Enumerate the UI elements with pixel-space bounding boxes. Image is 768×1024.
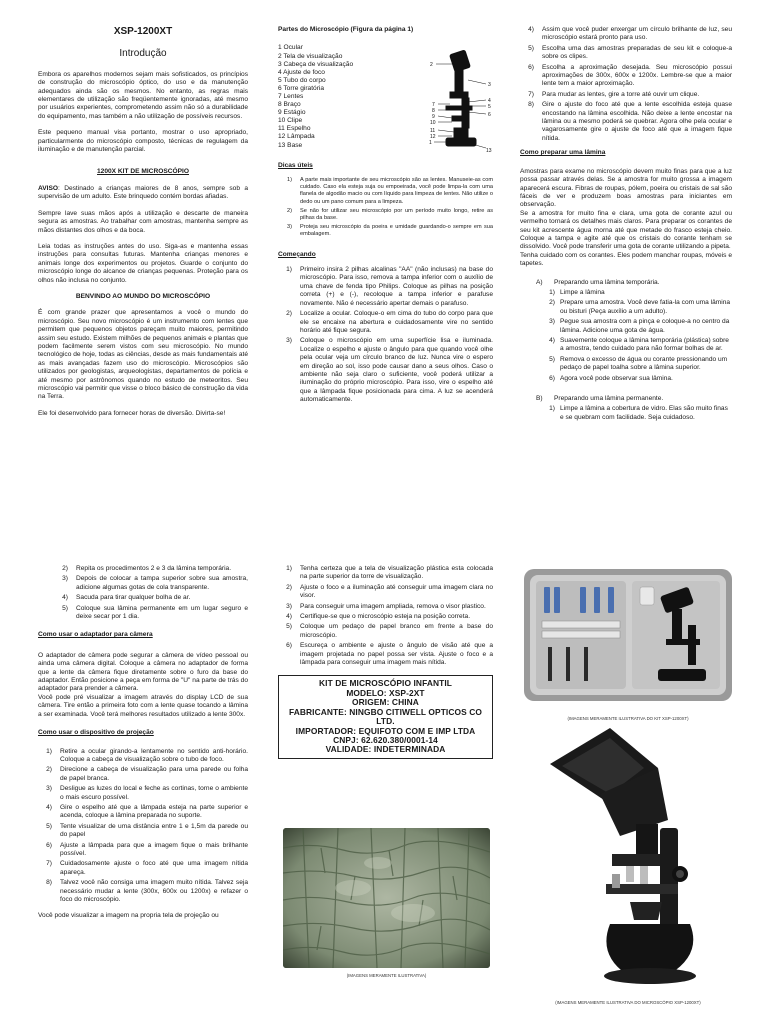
- viewer-steps-list: [278, 565, 493, 667]
- product-info-line: KIT DE MICROSCÓPIO INFANTIL: [319, 678, 452, 689]
- product-info-line: VALIDADE: INDETERMINADA: [325, 744, 446, 755]
- product-info-line: ORIGEM: CHINA: [352, 697, 419, 708]
- intro-paragraph-1: Embora os aparelhos modernos sejam mais sofisticados, os princípios de construção do microscópio óptico, do uso e da manutenção adequados ainda são os mesmos. No entanto, as regras mais elementares de utilização são freqüentemente ignoradas, até mesmo por usuários experientes, comprometendo assim não só a durabilidade do equipamento, mas também a não utilização de possíveis recursos.: [38, 70, 248, 120]
- start-heading: Começando: [278, 250, 316, 258]
- figure-label: 10: [430, 120, 436, 126]
- section-b-text: Preparando uma lâmina permanente.: [554, 395, 664, 403]
- permanent-steps-list: [38, 565, 248, 621]
- kit-case-photo: [522, 565, 734, 705]
- section-b: [520, 395, 732, 403]
- microscope-diagram: [428, 44, 498, 164]
- list-item: 3) Proteja seu microscópio da poeira e umidade guardando-o sempre em sua embalagem.: [287, 224, 493, 238]
- microscope-caption: (IMAGENS MERAMENTE ILUSTRATIVA DO MICROSCÓPIO XSP-1200XT): [555, 1000, 701, 1005]
- product-info-line: FABRICANTE: NINGBO CITIWELL OPTICOS CO LTD.: [288, 706, 482, 727]
- prep-paragraph-3: Tenha cuidado com os corantes. Eles podem manchar roupas, móveis e tapetes.: [520, 251, 732, 268]
- intro-paragraph-2: Este pequeno manual visa portanto, mostrar o uso apropriado, particularmente do microscópio composto, técnicas de regulagem da iluminação e de manutenção parcial.: [38, 129, 248, 154]
- figure-label: 9: [432, 114, 435, 120]
- microscope-photo: [540, 724, 730, 994]
- projection-heading: Como usar o dispositivo de projeção: [38, 729, 154, 737]
- figure-label: 6: [488, 112, 491, 118]
- part-item: 2 Tela de visualização: [278, 52, 343, 60]
- list-item: 8) Talvez você não consiga uma imagem muito nítida. Talvez seja necessário mudar a lente (300x, 600x ou 1200x) e refazer o foco do microscópio.: [46, 879, 248, 903]
- cell-texture-image: [283, 828, 490, 968]
- section-b-list: [520, 405, 732, 422]
- prep-paragraph-2: Se a amostra for muito fina e clara, uma gota de corante azul ou vermelho tornará os detalhes mais claros. Para preparar os corantes de seu kit acrescente água morna até que metade do frasco esteja cheio. Coloque a tampa e agite até que os cristais do corante tenham se dissolvido. Você pode transferir uma gota de corante utilizando a pipeta.: [520, 209, 732, 251]
- list-item: 5) Coloque sua lâmina permanente em um lugar seguro e deixe secar por 1 dia.: [62, 604, 248, 621]
- warning-paragraph: [38, 185, 248, 202]
- part-item: 12 Lâmpada: [278, 133, 315, 141]
- warning-label: AVISO: [38, 184, 59, 192]
- viewer-column: [278, 565, 493, 759]
- figure-label: 2: [430, 62, 433, 68]
- list-item: 4) Assim que você puder enxergar um círculo brilhante de luz, seu microscópio estará pronto para uso.: [528, 26, 732, 42]
- part-item: 5 Tubo do corpo: [278, 76, 326, 84]
- list-item: 6) Escureça o ambiente e ajuste o ângulo de visão até que a imagem projetada no papel possa ser vista. Ajuste o foco e a lâmpada para conseguir uma imagem mais nítida.: [286, 642, 493, 667]
- figure-label: 8: [432, 108, 435, 114]
- figure-label: 7: [432, 102, 435, 108]
- read-paragraph: Leia todas as instruções antes do uso. Siga-as e mantenha essas instruções para consultas futuras. Mantenha crianças menores e animais longe dos experimentos ou projetos. Guarde o conjunto do microscópio longe do alcance de crianças pequenas. Proteção para os olhos não inclusa no conjunto.: [38, 242, 248, 284]
- part-item: 10 Clipe: [278, 117, 303, 125]
- list-item: 4) Certifique-se que o microscópio esteja na posição correta.: [286, 613, 471, 621]
- kit-heading: 1200X KIT DE MICROSCÓPIO: [97, 168, 189, 176]
- section-a-list: [520, 289, 732, 383]
- wash-paragraph: Sempre lave suas mãos após a utilização e descarte de maneira segura as amostras. Ao trabalhar com amostras, mantenha sempre as mãos distantes dos olhos e da boca.: [38, 209, 248, 234]
- list-item: 2) Localize a ocular. Coloque-o em cima do tubo do corpo para que ele se encaixe na abertura e cuidadosamente vire no sentido horário até fique segura.: [286, 310, 493, 334]
- tips-heading: Dicas úteis: [278, 161, 313, 169]
- document-title: XSP-1200XT: [113, 26, 173, 37]
- list-item: 4) Suavemente coloque a lâmina temporária (plástica) sobre a amostra, tendo cuidado para não formar bolhas de ar.: [549, 337, 729, 353]
- part-item: 7 Lentes: [278, 92, 304, 100]
- micrograph-photo: [283, 828, 490, 968]
- parts-column: [278, 22, 493, 407]
- start-list: [278, 266, 493, 405]
- section-a: [520, 279, 732, 287]
- list-item: 3) Para conseguir uma imagem ampliada, remova o visor plastico.: [286, 602, 486, 610]
- list-item: 2) Repita os procedimentos 2 e 3 da lâmina temporária.: [62, 565, 232, 572]
- part-item: 13 Base: [278, 141, 303, 149]
- list-item: 4) Sacuda para tirar qualquer bolha de ar.: [62, 594, 191, 602]
- section-b-label: B): [536, 395, 543, 403]
- figure-label: 1: [429, 140, 432, 146]
- kit-caption: (IMAGENS MERAMENTE ILUSTRATIVA DO KIT XSP-1200XT): [567, 716, 689, 721]
- usage-column: [520, 22, 732, 424]
- list-item: 6) Ajuste a lâmpada para que a imagem fique o mais brilhante possível.: [46, 841, 248, 857]
- usage-steps-list: [520, 26, 732, 143]
- camera-column: [38, 565, 248, 929]
- figure-label: 5: [488, 104, 491, 110]
- list-item: 2) Prepare uma amostra. Você deve fatia-la com uma lâmina ou bisturi (Peça auxílio a um adulto).: [549, 299, 731, 315]
- intro-column: [38, 22, 248, 426]
- camera-paragraph-1: O adaptador de câmera pode segurar a câmera de vídeo pessoal ou ainda uma câmera digital. Coloque a câmera no adaptador de forma que a lente da câmera fique diretamente sobre o furo da base do adaptador. Então posicione a peça em forma de "U" na parte de trás do adaptador para prender a câmera.: [38, 651, 248, 693]
- welcome-paragraph: É com grande prazer que apresentamos a você o mundo do microscópio. Seu novo microscópio é um instrumento com lentes que permitem que pequenos objetos pareçam muito maiores, permitindo assim seu estudo. Existem milhões de pequenos animais e plantas que podem facilmente serem vistos com seu microscópio. No mundo tecnológico de hoje, todas as ciências, desde as mais fundamentais até as mais avançadas fazem uso do microscópio. Microscópios são utilizados por geologistas, arqueologistas, departamentos de polícia e até mesmo por astrônomos quando no estudo de meteoritos. Seu microscópio vai permitir que visse o bloco básico de construção da vida na Terra.: [38, 309, 248, 401]
- microscope-image: [540, 724, 730, 994]
- camera-paragraph-2: Você pode pré visualizar a imagem através do display LCD de sua câmera. Tire então a primeira foto com a lente quase tocando a lâmina a ser examinada. Você terá melhores resultados utilizado a lente 300x.: [38, 693, 248, 718]
- camera-heading: Como usar o adaptador para câmera: [38, 631, 153, 639]
- part-item: 1 Ocular: [278, 44, 303, 52]
- list-item: 1) Tenha certeza que a tela de visualização plástica esta colocada na parte superior da torre de visualização.: [286, 565, 493, 581]
- fun-paragraph: Ele foi desenvolvido para fornecer horas de diversão. Divirta-se!: [38, 409, 226, 417]
- list-item: 2) Se não for utilizar seu microscópio por um período muito longo, retire as pilhas da base.: [287, 207, 493, 222]
- kit-case-image: [522, 565, 734, 705]
- list-item: 8) Gire o ajuste do foco até que a lente escolhida esteja quase encostando na lâmina escolhida. Não deixe a lente encostar na lâmina ou a mesmo poderá se quebrar. Agora olhe pela ocular e vagarosamente gire o ajuste de foco até que a imagem fique nítida.: [528, 101, 732, 142]
- list-item: 1) Primeiro insira 2 pilhas alcalinas "AA" (não inclusas) na base do microscópio. Para isso, remova a tampa inferior com o auxílio de uma chave de fenda tipo Philips. Coloque as pilhas na posição correta (+) e (-), recoloque a tampa inferior e parafuse novamente. Não é necessário apertar demais o parafuso.: [286, 266, 493, 307]
- projection-list: [38, 748, 248, 905]
- part-item: 6 Torre giratória: [278, 84, 325, 92]
- section-a-text: Preparando uma lâmina temporária.: [554, 278, 660, 286]
- intro-heading: Introdução: [119, 48, 167, 60]
- figure-label: 3: [488, 82, 491, 88]
- product-info-box: [278, 675, 493, 758]
- list-item: 3) Depois de colocar a tampa superior sobre sua amostra, adicione algumas gotas de cola transparente.: [62, 575, 248, 591]
- part-item: 4 Ajuste de foco: [278, 68, 325, 76]
- list-item: 3) Desligue as luzes do local e feche as cortinas, torne o ambiente o mais escuro possível.: [46, 785, 248, 801]
- list-item: 7) Para mudar as lentes, gire a torre até ouvir um clique.: [528, 90, 700, 98]
- list-item: 2) Ajuste o foco e a iluminação até conseguir uma imagem clara no visor.: [286, 583, 493, 600]
- list-item: 1) A parte mais importante de seu microscópio são as lentes. Manuseie-as com cuidado. Caso ela esteja suja ou empoeirada, você pode limpa-la com uma flanela de algodão macio ou com líquido para limpeza de lentes. Não utilize o dedo ou um pano comum para a limpeza.: [287, 177, 493, 205]
- part-item: 11 Espelho: [278, 125, 311, 133]
- list-item: 3) Coloque o microscópio em uma superfície lisa e iluminada. Localize o espelho e ajuste o ângulo para que quando você olhe pela ocular veja um círculo branco de luz. Nunca vire o espero em direção ao sol, isso pode causar dano a seus olhos. Caso o ambiente não seja claro o suficiente, você poderá utilizar a iluminação do próprio microscópio. Para isso, vire o espelho até que a lâmpada fique posicionada para cima. A luz se acenderá automaticamente.: [286, 337, 493, 404]
- welcome-heading: BENVINDO AO MUNDO DO MICROSCÓPIO: [75, 292, 211, 300]
- part-item: 8 Braço: [278, 101, 301, 109]
- list-item: 5) Escolha uma das amostras preparadas de seu kit e coloque-a sobre os clipes.: [528, 44, 732, 61]
- figure-label: 13: [486, 148, 492, 154]
- list-item: 2) Direcione a cabeça de visualização para uma parede ou folha de papel branca.: [46, 766, 248, 782]
- part-item: 3 Cabeça de visualização: [278, 60, 354, 68]
- list-item: 5) Coloque um pedaço de papel branco em frente a base do microscópio.: [286, 623, 493, 639]
- list-item: 1) Retire a ocular girando-a lentamente no sentido anti-horário. Coloque a cabeça de visualização sobre o tubo de foco.: [46, 747, 248, 763]
- list-item: 5) Tente visualizar de uma distância entre 1 e 1,5m da parede ou do papel: [46, 822, 248, 839]
- list-item: 1) Limpe a lâmina: [549, 288, 605, 296]
- list-item: 6) Agora você pode observar sua lâmina.: [549, 374, 673, 382]
- figure-label: 11: [430, 128, 436, 134]
- tips-list: [278, 177, 493, 239]
- warning-text: : Destinado a crianças maiores de 8 anos, sempre sob a supervisão de um adulto. Este brinquedo contém bordas afiadas.: [38, 184, 248, 201]
- section-a-label: A): [536, 278, 543, 286]
- part-item: 9 Estágio: [278, 109, 306, 117]
- list-item: 1) Limpe a lâmina a cobertura de vidro. Elas são muito finas e se quebram com facilidade. Seja cuidadoso.: [549, 405, 728, 421]
- prep-paragraph-1: Amostras para exame no microscópio devem muito finas para que a luz possa passar através delas. Se a amostra for muito grossa a imagem aparecerá escura. Fibras de roupas, pólem, poeira ou cristais de sal são fáceis de ver e produzem boas amostras para iniciantes em observação.: [520, 167, 732, 209]
- list-item: 3) Pegue sua amostra com a pinça e coloque-a no centro da lâmina. Adicione uma gota de água.: [549, 318, 730, 334]
- figure-label: 12: [430, 134, 436, 140]
- prep-heading: Como preparar uma lâmina: [520, 149, 606, 157]
- list-item: 7) Cuidadosamente ajuste o foco até que uma imagem nítida apareça.: [46, 860, 248, 876]
- list-item: 6) Escolha a aproximação desejada. Seu microscópio possui aproximações de 300x, 600x e 1200x. Lembre-se que a maior lente tem a maior aproximação.: [528, 63, 732, 88]
- closing-text: Você pode visualizar a imagem na propria tela de projeção ou: [38, 912, 219, 920]
- micrograph-caption: (IMAGENS MERAMENTE ILUSTRATIVA): [346, 973, 427, 978]
- product-info-line: MODELO: XSP-2XT: [346, 687, 425, 698]
- list-item: 5) Remova o excesso de água ou corante pressionando um pedaço de papel toalha sobre a lâmina superior.: [549, 355, 728, 372]
- parts-heading: Partes do Microscópio (Figura da página 1): [278, 26, 414, 33]
- product-info-line: CNPJ: 62.620.380/0001-14: [333, 734, 438, 745]
- list-item: 4) Gire o espelho até que a lâmpada esteja na parte superior e acenda, coloque a lâmina preparada no suporte.: [46, 803, 248, 820]
- product-info-line: IMPORTADOR: EQUIFOTO COM E IMP LTDA: [295, 725, 476, 736]
- figure-label: 4: [488, 98, 491, 104]
